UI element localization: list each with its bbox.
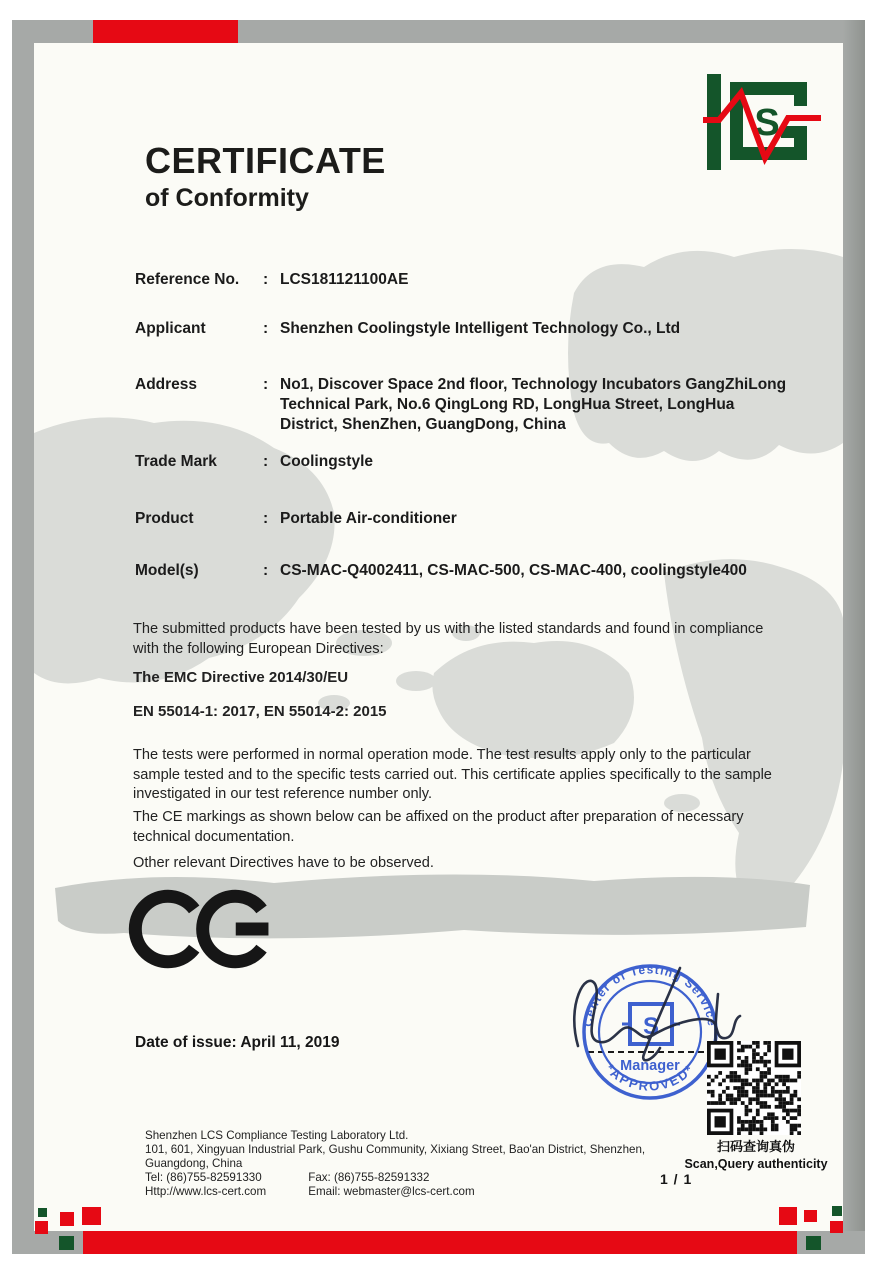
stamp-arc-bottom-text: *APPROVED*	[602, 1061, 698, 1094]
qr-caption-en: Scan,Query authenticity	[684, 1157, 828, 1171]
stamp-arc-top-text: Center of Testing Service	[580, 962, 720, 1028]
field-value: LCS181121100AE	[280, 271, 409, 288]
qr-caption	[676, 1136, 836, 1171]
field-value: Portable Air-conditioner	[280, 510, 457, 527]
field-label: Trade Mark	[135, 453, 217, 470]
deco-square	[60, 1212, 74, 1226]
field-label: Reference No.	[135, 271, 240, 288]
frame-red-segment-top	[93, 20, 238, 43]
lcs-logo	[703, 72, 825, 172]
field-colon: :	[263, 510, 269, 527]
field-value: CS-MAC-Q4002411, CS-MAC-500, CS-MAC-400, coolingstyle400	[280, 562, 747, 579]
field-label: Product	[135, 510, 194, 527]
field-label: Model(s)	[135, 562, 199, 579]
field-value: No1, Discover Space 2nd floor, Technology Incubators GangZhiLong Technical Park, No.6 QingLong RD, LongHua Street, LongHua District, ShenZhen, GuangDong, China	[280, 376, 787, 433]
frame-right	[843, 20, 865, 1254]
field-colon: :	[263, 562, 269, 579]
deco-square	[779, 1207, 797, 1225]
statement-standards: EN 55014-1: 2017, EN 55014-2: 2015	[133, 703, 387, 720]
page-title: CERTIFICATE	[145, 140, 386, 181]
deco-square	[806, 1236, 821, 1250]
deco-square	[35, 1221, 48, 1234]
frame-red-segment-bottom	[83, 1231, 797, 1254]
deco-square	[804, 1210, 817, 1222]
deco-square	[830, 1221, 843, 1233]
field-colon: :	[263, 271, 269, 288]
logo-letter: S	[754, 102, 780, 144]
field-value: Coolingstyle	[280, 453, 374, 470]
field-value: Shenzhen Coolingstyle Intelligent Technology Co., Ltd	[280, 320, 681, 337]
frame-left	[12, 20, 34, 1254]
deco-square	[38, 1208, 47, 1217]
deco-square	[82, 1207, 101, 1225]
field-label: Address	[135, 376, 198, 393]
footer-lab-info	[145, 1129, 705, 1199]
footer-tel: Tel: (86)755-82591330	[145, 1171, 262, 1184]
deco-square	[832, 1206, 842, 1216]
footer-company: Shenzhen LCS Compliance Testing Laboratory Ltd.	[145, 1129, 409, 1142]
statement-other: Other relevant Directives have to be observed.	[133, 855, 434, 871]
field-colon: :	[263, 376, 269, 393]
stamp-monogram: S	[642, 1013, 660, 1040]
footer-web: Http://www.lcs-cert.com	[145, 1185, 267, 1198]
statement-directive: The EMC Directive 2014/30/EU	[133, 669, 349, 686]
qr-code	[707, 1041, 801, 1135]
footer-email: Email: webmaster@lcs-cert.com	[308, 1185, 475, 1198]
deco-square	[59, 1236, 74, 1250]
footer-fax: Fax: (86)755-82591332	[308, 1171, 430, 1184]
footer-address2: Guangdong, China	[145, 1157, 243, 1170]
qr-caption-zh: 扫码查询真伪	[716, 1139, 795, 1154]
field-colon: :	[263, 453, 269, 470]
statement-tests: The tests were performed in normal operation mode. The test results apply only to the particular sample tested and to the specific tests carried out. This certificate applies specifically to the sample investigated in our test reference number only.	[133, 747, 772, 802]
field-colon: :	[263, 320, 269, 337]
page-number: 1 / 1	[660, 1171, 693, 1187]
statement-intro: The submitted products have been tested by us with the listed standards and found in compliance with the following European Directives:	[133, 621, 764, 657]
footer-address1: 101, 601, Xingyuan Industrial Park, Gushu Community, Xixiang Street, Bao'an District, Shenzhen,	[145, 1143, 646, 1156]
stamp-role: Manager	[620, 1058, 680, 1074]
ce-mark	[128, 882, 280, 976]
date-of-issue: Date of issue: April 11, 2019	[135, 1034, 340, 1051]
field-label: Applicant	[135, 320, 206, 337]
statement-ce-note: The CE markings as shown below can be affixed on the product after preparation of necessary technical documentation.	[133, 809, 744, 845]
page-subtitle: of Conformity	[145, 184, 309, 212]
